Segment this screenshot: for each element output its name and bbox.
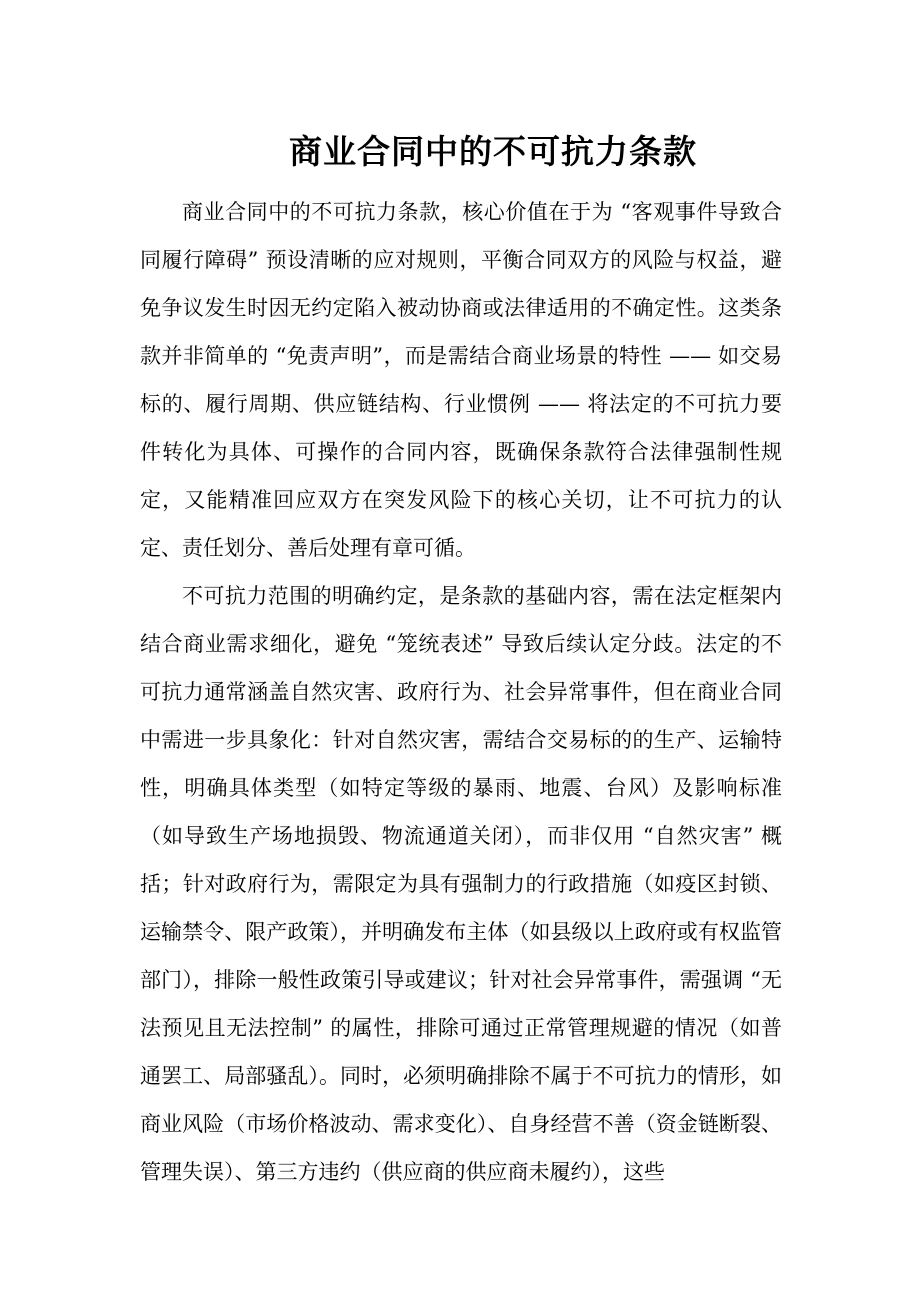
paragraph-1: 商业合同中的不可抗力条款，核心价值在于为 “客观事件导致合同履行障碍” 预设清晰的应对规则，平衡合同双方的风险与权益，避免争议发生时因无约定陷入被动协商或法律适用的不确定性。这类条款并非简单的 “免责声明”，而是需结合商业场景的特性 —— 如交易标的、履行周期、供应链结构、行业惯例 —— 将法定的不可抗力要件转化为具体、可操作的合同内容，既确保条款符合法律强制性规定，又能精准回应双方在突发风险下的核心关切，让不可抗力的认定、责任划分、善后处理有章可循。 [140, 200, 782, 560]
document-body [140, 188, 782, 1196]
paragraph-2: 不可抗力范围的明确约定，是条款的基础内容，需在法定框架内结合商业需求细化，避免 “笼统表述” 导致后续认定分歧。法定的不可抗力通常涵盖自然灾害、政府行为、社会异常事件，但在商业合同中需进一步具象化：针对自然灾害，需结合交易标的的生产、运输特性，明确具体类型（如特定等级的暴雨、地震、台风）及影响标准（如导致生产场地损毁、物流通道关闭），而非仅用 “自然灾害” 概括；针对政府行为，需限定为具有强制力的行政措施（如疫区封锁、运输禁令、限产政策），并明确发布主体（如县级以上政府或有权监管部门），排除一般性政策引导或建议；针对社会异常事件，需强调 “无法预见且无法控制” 的属性，排除可通过正常管理规避的情况（如普通罢工、局部骚乱）。同时，必须明确排除不属于不可抗力的情形，如商业风险（市场价格波动、需求变化）、自身经营不善（资金链断裂、管理失误）、第三方违约（供应商的供应商未履约），这些 [140, 584, 782, 1184]
document-title: 商业合同中的不可抗力条款 [289, 132, 697, 171]
